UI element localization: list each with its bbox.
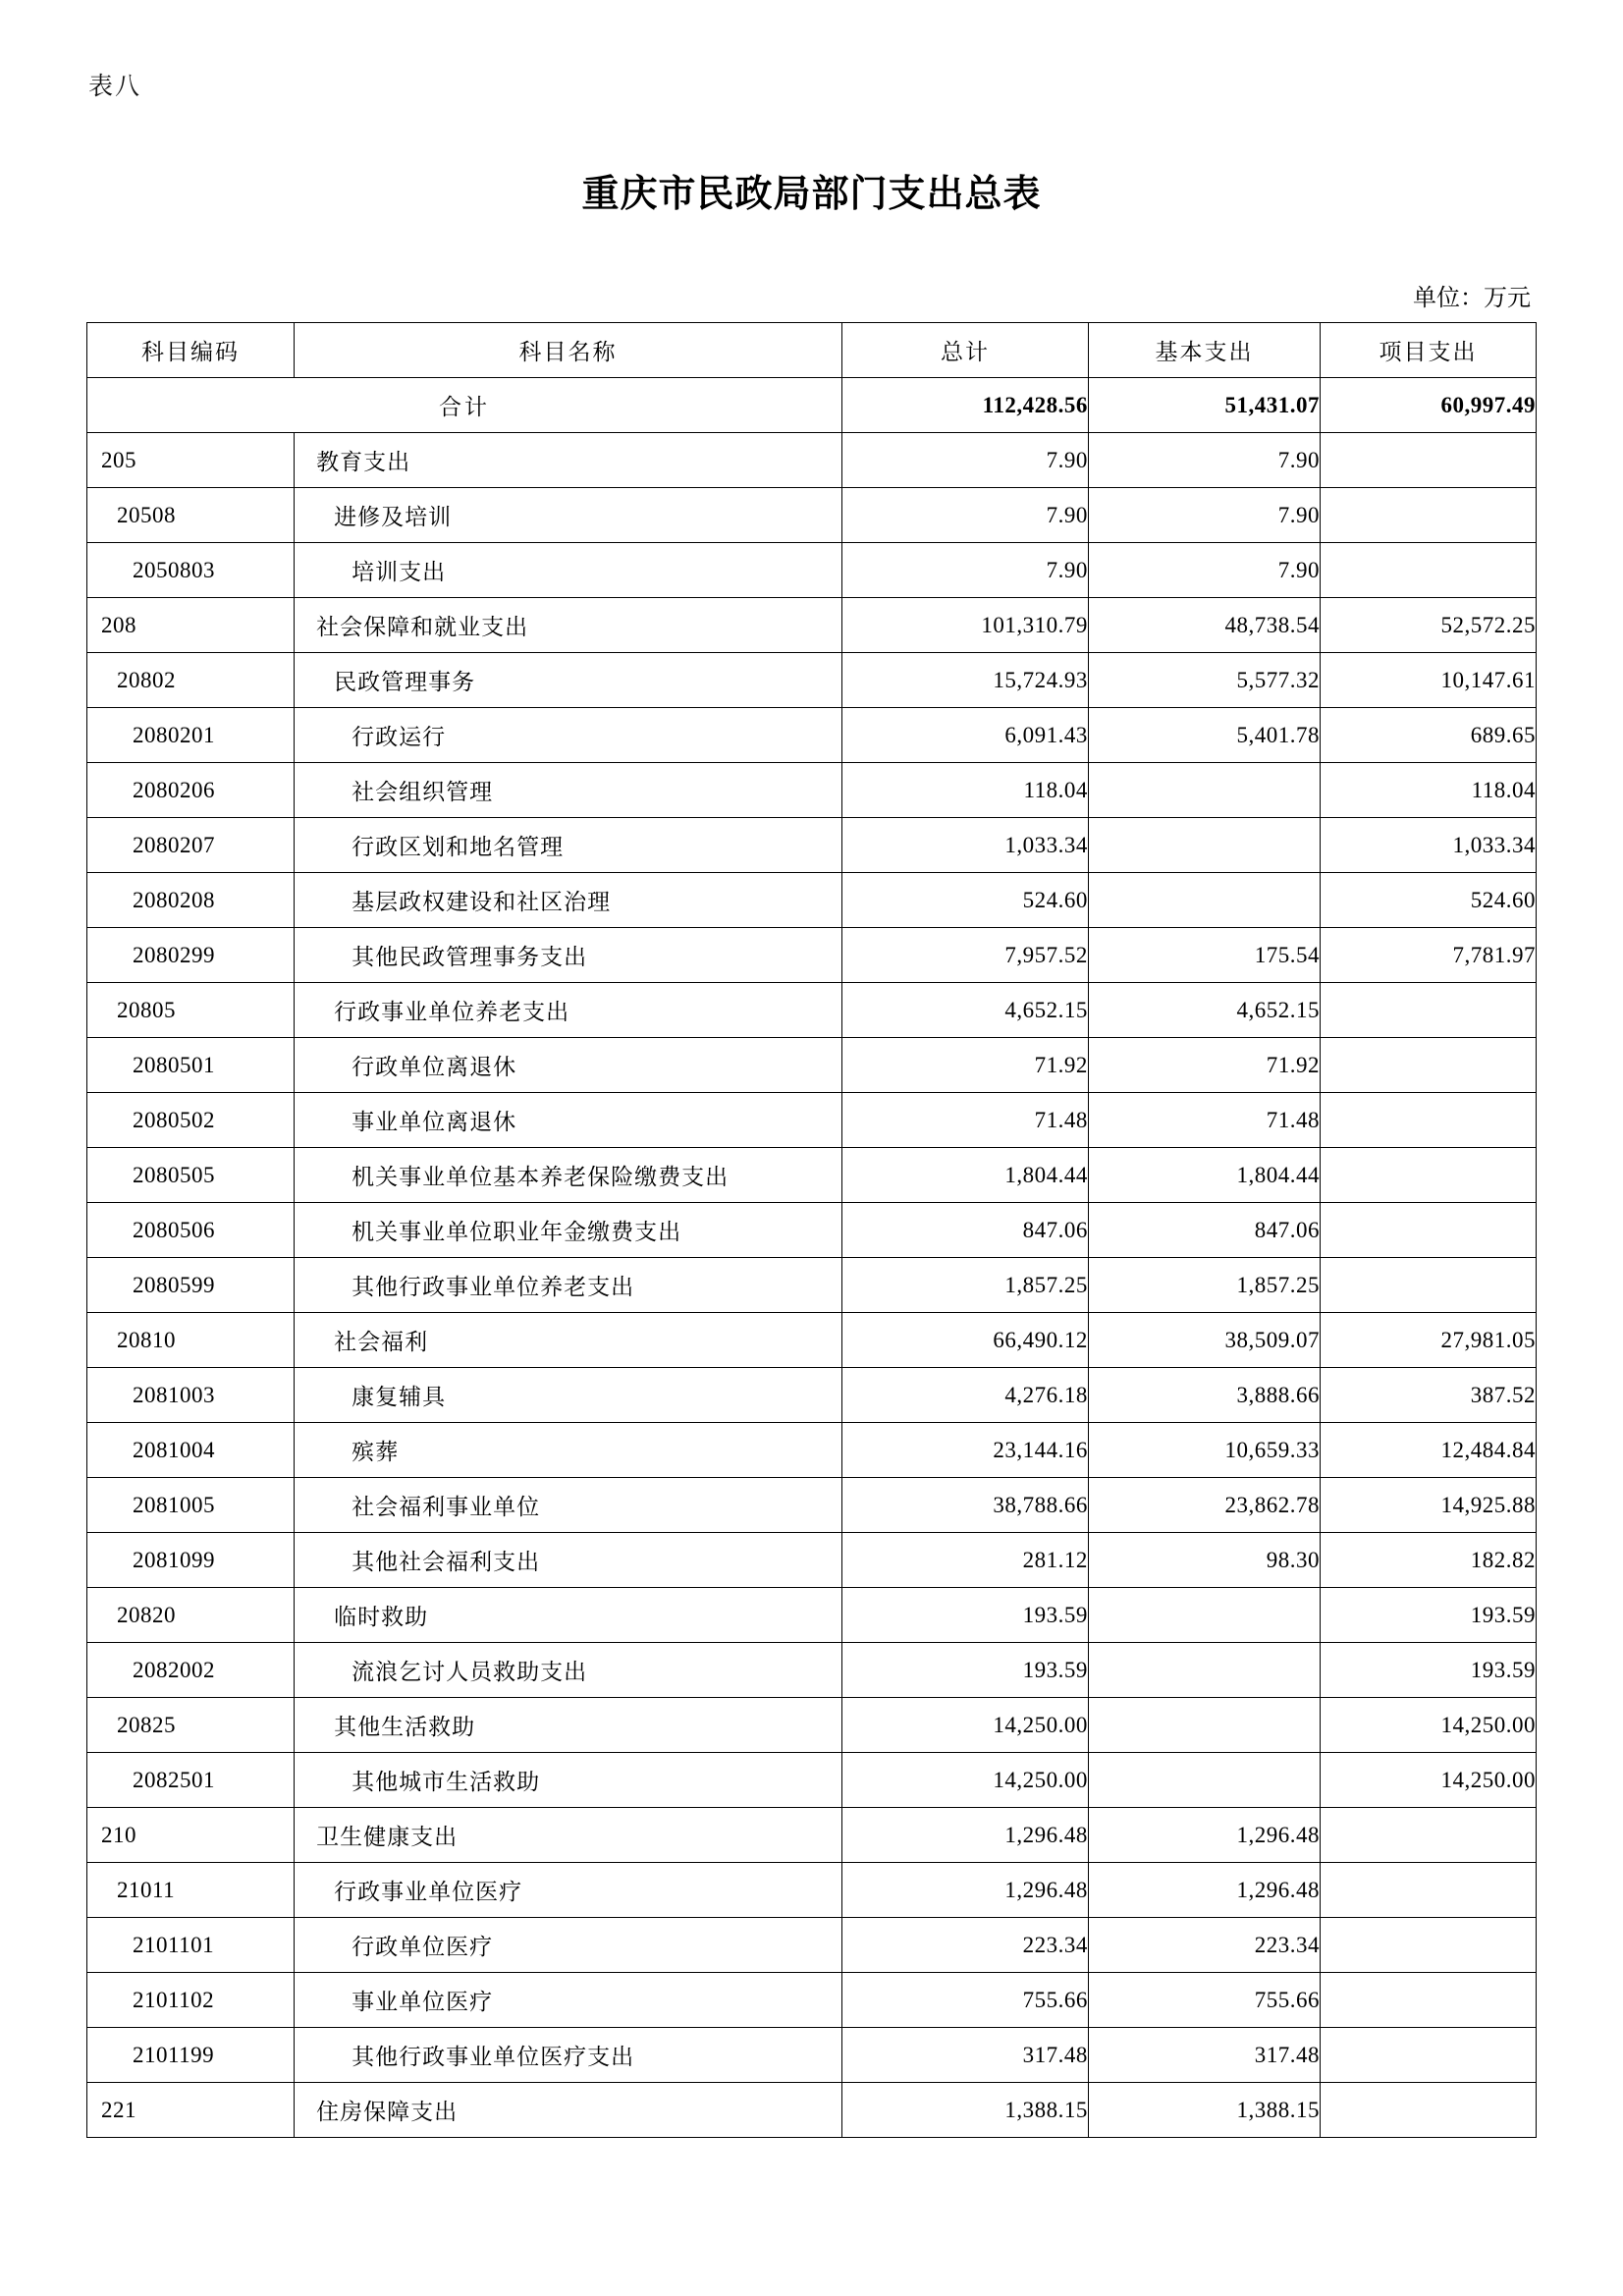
cell-project	[1321, 2028, 1537, 2083]
total-label: 合计	[87, 378, 842, 433]
cell-name: 社会福利事业单位	[295, 1478, 842, 1533]
cell-name: 临时救助	[295, 1588, 842, 1643]
cell-total: 66,490.12	[841, 1313, 1088, 1368]
cell-total: 14,250.00	[841, 1753, 1088, 1808]
cell-project	[1321, 1258, 1537, 1313]
cell-basic: 23,862.78	[1088, 1478, 1320, 1533]
cell-basic: 1,296.48	[1088, 1808, 1320, 1863]
cell-code: 20820	[87, 1588, 295, 1643]
table-row	[87, 928, 1537, 983]
sheet-label: 表八	[88, 74, 142, 100]
cell-basic: 1,296.48	[1088, 1863, 1320, 1918]
cell-project	[1321, 1148, 1537, 1203]
cell-basic	[1088, 873, 1320, 928]
cell-code: 21011	[87, 1863, 295, 1918]
table-row	[87, 1148, 1537, 1203]
cell-total: 118.04	[841, 763, 1088, 818]
cell-project: 182.82	[1321, 1533, 1537, 1588]
cell-basic: 1,857.25	[1088, 1258, 1320, 1313]
cell-total: 524.60	[841, 873, 1088, 928]
table-row	[87, 1093, 1537, 1148]
total-project: 60,997.49	[1321, 378, 1537, 433]
cell-name: 事业单位离退休	[295, 1093, 842, 1148]
cell-total: 15,724.93	[841, 653, 1088, 708]
cell-code: 2081099	[87, 1533, 295, 1588]
cell-total: 193.59	[841, 1588, 1088, 1643]
cell-name: 其他民政管理事务支出	[295, 928, 842, 983]
table-row	[87, 1533, 1537, 1588]
table-row	[87, 1038, 1537, 1093]
cell-name: 社会福利	[295, 1313, 842, 1368]
cell-code: 2082002	[87, 1643, 295, 1698]
table-row	[87, 1863, 1537, 1918]
table-header-row	[87, 323, 1537, 378]
cell-project: 689.65	[1321, 708, 1537, 763]
table-row	[87, 1808, 1537, 1863]
table-row	[87, 873, 1537, 928]
cell-code: 2080207	[87, 818, 295, 873]
cell-project	[1321, 1918, 1537, 1973]
cell-basic: 7.90	[1088, 488, 1320, 543]
cell-project: 52,572.25	[1321, 598, 1537, 653]
table-row	[87, 818, 1537, 873]
cell-project: 14,250.00	[1321, 1698, 1537, 1753]
cell-basic: 175.54	[1088, 928, 1320, 983]
cell-code: 20810	[87, 1313, 295, 1368]
cell-total: 1,388.15	[841, 2083, 1088, 2138]
cell-code: 2080599	[87, 1258, 295, 1313]
table-row	[87, 598, 1537, 653]
cell-name: 行政事业单位养老支出	[295, 983, 842, 1038]
expenditure-table	[86, 322, 1537, 2138]
cell-total: 7.90	[841, 433, 1088, 488]
cell-project	[1321, 1093, 1537, 1148]
cell-name: 行政事业单位医疗	[295, 1863, 842, 1918]
cell-code: 2080501	[87, 1038, 295, 1093]
cell-project: 7,781.97	[1321, 928, 1537, 983]
cell-basic: 71.92	[1088, 1038, 1320, 1093]
cell-code: 2080505	[87, 1148, 295, 1203]
cell-basic: 5,577.32	[1088, 653, 1320, 708]
cell-basic: 317.48	[1088, 2028, 1320, 2083]
cell-project: 118.04	[1321, 763, 1537, 818]
cell-total: 193.59	[841, 1643, 1088, 1698]
cell-project: 14,250.00	[1321, 1753, 1537, 1808]
cell-code: 2080201	[87, 708, 295, 763]
table-row	[87, 1643, 1537, 1698]
cell-project: 193.59	[1321, 1643, 1537, 1698]
total-basic: 51,431.07	[1088, 378, 1320, 433]
cell-code: 2080506	[87, 1203, 295, 1258]
cell-basic: 38,509.07	[1088, 1313, 1320, 1368]
cell-name: 行政运行	[295, 708, 842, 763]
cell-basic: 223.34	[1088, 1918, 1320, 1973]
cell-basic: 4,652.15	[1088, 983, 1320, 1038]
table-row	[87, 543, 1537, 598]
cell-project	[1321, 433, 1537, 488]
table-row	[87, 1698, 1537, 1753]
cell-total: 223.34	[841, 1918, 1088, 1973]
cell-total: 281.12	[841, 1533, 1088, 1588]
table-row	[87, 708, 1537, 763]
cell-code: 205	[87, 433, 295, 488]
cell-name: 殡葬	[295, 1423, 842, 1478]
table-row	[87, 1588, 1537, 1643]
cell-code: 20825	[87, 1698, 295, 1753]
table-row-total	[87, 378, 1537, 433]
cell-code: 208	[87, 598, 295, 653]
cell-name: 社会保障和就业支出	[295, 598, 842, 653]
cell-total: 1,033.34	[841, 818, 1088, 873]
cell-total: 847.06	[841, 1203, 1088, 1258]
cell-total: 6,091.43	[841, 708, 1088, 763]
page-title: 重庆市民政局部门支出总表	[581, 171, 1042, 215]
cell-total: 71.48	[841, 1093, 1088, 1148]
cell-name: 行政区划和地名管理	[295, 818, 842, 873]
cell-code: 2101101	[87, 1918, 295, 1973]
cell-project	[1321, 1973, 1537, 2028]
cell-total: 317.48	[841, 2028, 1088, 2083]
column-header-name: 科目名称	[295, 323, 842, 378]
cell-total: 101,310.79	[841, 598, 1088, 653]
cell-code: 20805	[87, 983, 295, 1038]
cell-project	[1321, 1038, 1537, 1093]
column-header-project: 项目支出	[1321, 323, 1537, 378]
unit-note: 单位：万元	[1413, 286, 1531, 311]
cell-basic	[1088, 1753, 1320, 1808]
cell-basic: 98.30	[1088, 1533, 1320, 1588]
cell-code: 20508	[87, 488, 295, 543]
cell-basic: 10,659.33	[1088, 1423, 1320, 1478]
table-row	[87, 1313, 1537, 1368]
cell-basic: 5,401.78	[1088, 708, 1320, 763]
table-row	[87, 1753, 1537, 1808]
table-row	[87, 983, 1537, 1038]
cell-project	[1321, 543, 1537, 598]
cell-project	[1321, 1203, 1537, 1258]
cell-code: 2081004	[87, 1423, 295, 1478]
cell-total: 1,296.48	[841, 1808, 1088, 1863]
cell-name: 其他行政事业单位养老支出	[295, 1258, 842, 1313]
cell-project: 27,981.05	[1321, 1313, 1537, 1368]
table-row	[87, 2083, 1537, 2138]
cell-code: 2080208	[87, 873, 295, 928]
cell-total: 7.90	[841, 488, 1088, 543]
table-row	[87, 1258, 1537, 1313]
cell-basic	[1088, 1698, 1320, 1753]
cell-total: 38,788.66	[841, 1478, 1088, 1533]
cell-code: 2050803	[87, 543, 295, 598]
cell-project: 387.52	[1321, 1368, 1537, 1423]
cell-name: 事业单位医疗	[295, 1973, 842, 2028]
cell-total: 23,144.16	[841, 1423, 1088, 1478]
cell-basic: 48,738.54	[1088, 598, 1320, 653]
cell-total: 4,652.15	[841, 983, 1088, 1038]
table-header	[87, 323, 1537, 378]
cell-name: 其他社会福利支出	[295, 1533, 842, 1588]
cell-name: 行政单位离退休	[295, 1038, 842, 1093]
cell-name: 基层政权建设和社区治理	[295, 873, 842, 928]
cell-basic: 7.90	[1088, 543, 1320, 598]
cell-code: 221	[87, 2083, 295, 2138]
cell-project	[1321, 983, 1537, 1038]
cell-name: 机关事业单位基本养老保险缴费支出	[295, 1148, 842, 1203]
cell-project: 12,484.84	[1321, 1423, 1537, 1478]
table-row	[87, 1368, 1537, 1423]
table-row	[87, 1478, 1537, 1533]
column-header-total: 总计	[841, 323, 1088, 378]
cell-basic	[1088, 1588, 1320, 1643]
cell-name: 民政管理事务	[295, 653, 842, 708]
cell-project: 14,925.88	[1321, 1478, 1537, 1533]
cell-code: 2080206	[87, 763, 295, 818]
column-header-code: 科目编码	[87, 323, 295, 378]
table-row	[87, 1423, 1537, 1478]
cell-project	[1321, 1863, 1537, 1918]
cell-code: 2101199	[87, 2028, 295, 2083]
cell-code: 2082501	[87, 1753, 295, 1808]
cell-total: 1,804.44	[841, 1148, 1088, 1203]
cell-code: 20802	[87, 653, 295, 708]
cell-basic: 7.90	[1088, 433, 1320, 488]
cell-code: 2081003	[87, 1368, 295, 1423]
cell-project: 10,147.61	[1321, 653, 1537, 708]
cell-total: 1,857.25	[841, 1258, 1088, 1313]
table-row	[87, 1203, 1537, 1258]
cell-project	[1321, 2083, 1537, 2138]
table-row	[87, 2028, 1537, 2083]
column-header-basic: 基本支出	[1088, 323, 1320, 378]
table-body	[87, 378, 1537, 2138]
cell-project	[1321, 1808, 1537, 1863]
cell-total: 7,957.52	[841, 928, 1088, 983]
cell-code: 2080299	[87, 928, 295, 983]
cell-total: 4,276.18	[841, 1368, 1088, 1423]
cell-project	[1321, 488, 1537, 543]
table-row	[87, 653, 1537, 708]
cell-name: 住房保障支出	[295, 2083, 842, 2138]
table-row	[87, 433, 1537, 488]
cell-name: 进修及培训	[295, 488, 842, 543]
cell-basic: 755.66	[1088, 1973, 1320, 2028]
total-amount: 112,428.56	[841, 378, 1088, 433]
table-row	[87, 1918, 1537, 1973]
cell-name: 机关事业单位职业年金缴费支出	[295, 1203, 842, 1258]
cell-code: 2080502	[87, 1093, 295, 1148]
cell-total: 1,296.48	[841, 1863, 1088, 1918]
cell-name: 康复辅具	[295, 1368, 842, 1423]
cell-code: 210	[87, 1808, 295, 1863]
cell-total: 14,250.00	[841, 1698, 1088, 1753]
cell-project: 1,033.34	[1321, 818, 1537, 873]
cell-total: 7.90	[841, 543, 1088, 598]
table-row	[87, 488, 1537, 543]
cell-name: 其他城市生活救助	[295, 1753, 842, 1808]
table-row	[87, 1973, 1537, 2028]
cell-name: 其他生活救助	[295, 1698, 842, 1753]
cell-total: 755.66	[841, 1973, 1088, 2028]
cell-basic: 71.48	[1088, 1093, 1320, 1148]
table-row	[87, 763, 1537, 818]
cell-basic	[1088, 763, 1320, 818]
cell-code: 2101102	[87, 1973, 295, 2028]
cell-code: 2081005	[87, 1478, 295, 1533]
cell-basic: 3,888.66	[1088, 1368, 1320, 1423]
cell-name: 教育支出	[295, 433, 842, 488]
cell-name: 其他行政事业单位医疗支出	[295, 2028, 842, 2083]
cell-name: 培训支出	[295, 543, 842, 598]
cell-project: 193.59	[1321, 1588, 1537, 1643]
cell-name: 卫生健康支出	[295, 1808, 842, 1863]
cell-basic	[1088, 1643, 1320, 1698]
cell-project: 524.60	[1321, 873, 1537, 928]
cell-name: 流浪乞讨人员救助支出	[295, 1643, 842, 1698]
cell-basic: 1,804.44	[1088, 1148, 1320, 1203]
cell-total: 71.92	[841, 1038, 1088, 1093]
cell-name: 社会组织管理	[295, 763, 842, 818]
cell-basic: 1,388.15	[1088, 2083, 1320, 2138]
cell-name: 行政单位医疗	[295, 1918, 842, 1973]
cell-basic	[1088, 818, 1320, 873]
cell-basic: 847.06	[1088, 1203, 1320, 1258]
